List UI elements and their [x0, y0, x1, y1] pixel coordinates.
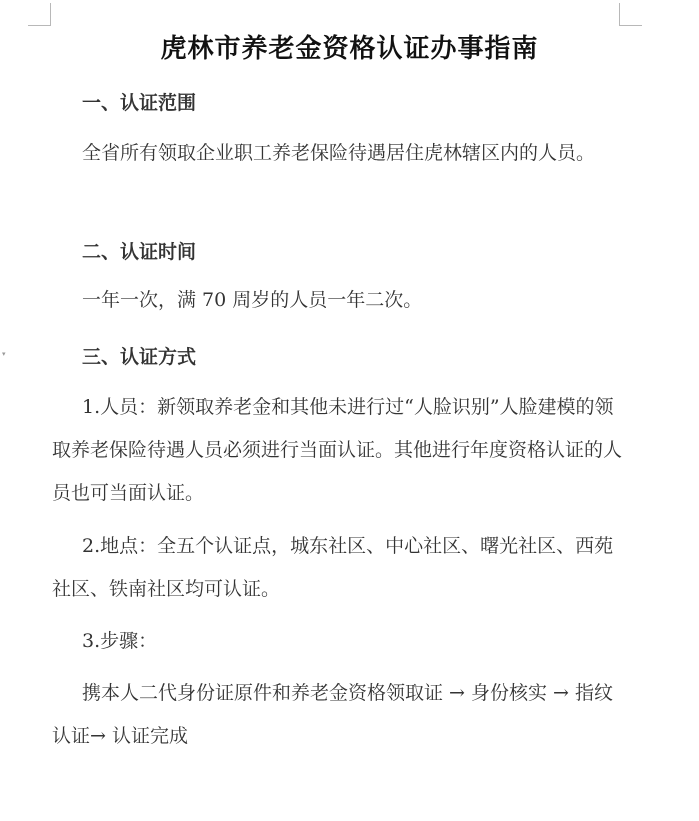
paragraph-method-personnel: 1.人员：新领取养老金和其他未进行过“人脸识别”人脸建模的领取养老保险待遇人员必须进行当面认证。其他进行年度资格认证的人员也可当面认证。 — [52, 396, 623, 504]
section-heading-scope: 一、认证范围 — [82, 92, 197, 114]
paragraph-method-steps-label: 3.步骤： — [82, 630, 158, 652]
paragraph-method-steps: 携本人二代身份证原件和养老金资格领取证 → 身份核实 → 指纹认证→ 认证完成 — [52, 682, 613, 747]
paragraph-marker-icon: ▾ — [2, 350, 6, 358]
section-heading-method: 三、认证方式 — [82, 346, 197, 368]
paragraph-method-location: 2.地点：全五个认证点，城东社区、中心社区、曙光社区、西苑社区、铁南社区均可认证。 — [52, 535, 614, 600]
section-heading-time: 二、认证时间 — [82, 241, 197, 263]
document-title: 虎林市养老金资格认证办事指南 — [160, 34, 539, 64]
crop-mark-top-left — [28, 3, 51, 26]
paragraph-scope: 全省所有领取企业职工养老保险待遇居住虎林辖区内的人员。 — [82, 142, 596, 164]
paragraph-time: 一年一次，满 70 周岁的人员一年二次。 — [82, 289, 423, 311]
crop-mark-top-right — [619, 3, 642, 26]
